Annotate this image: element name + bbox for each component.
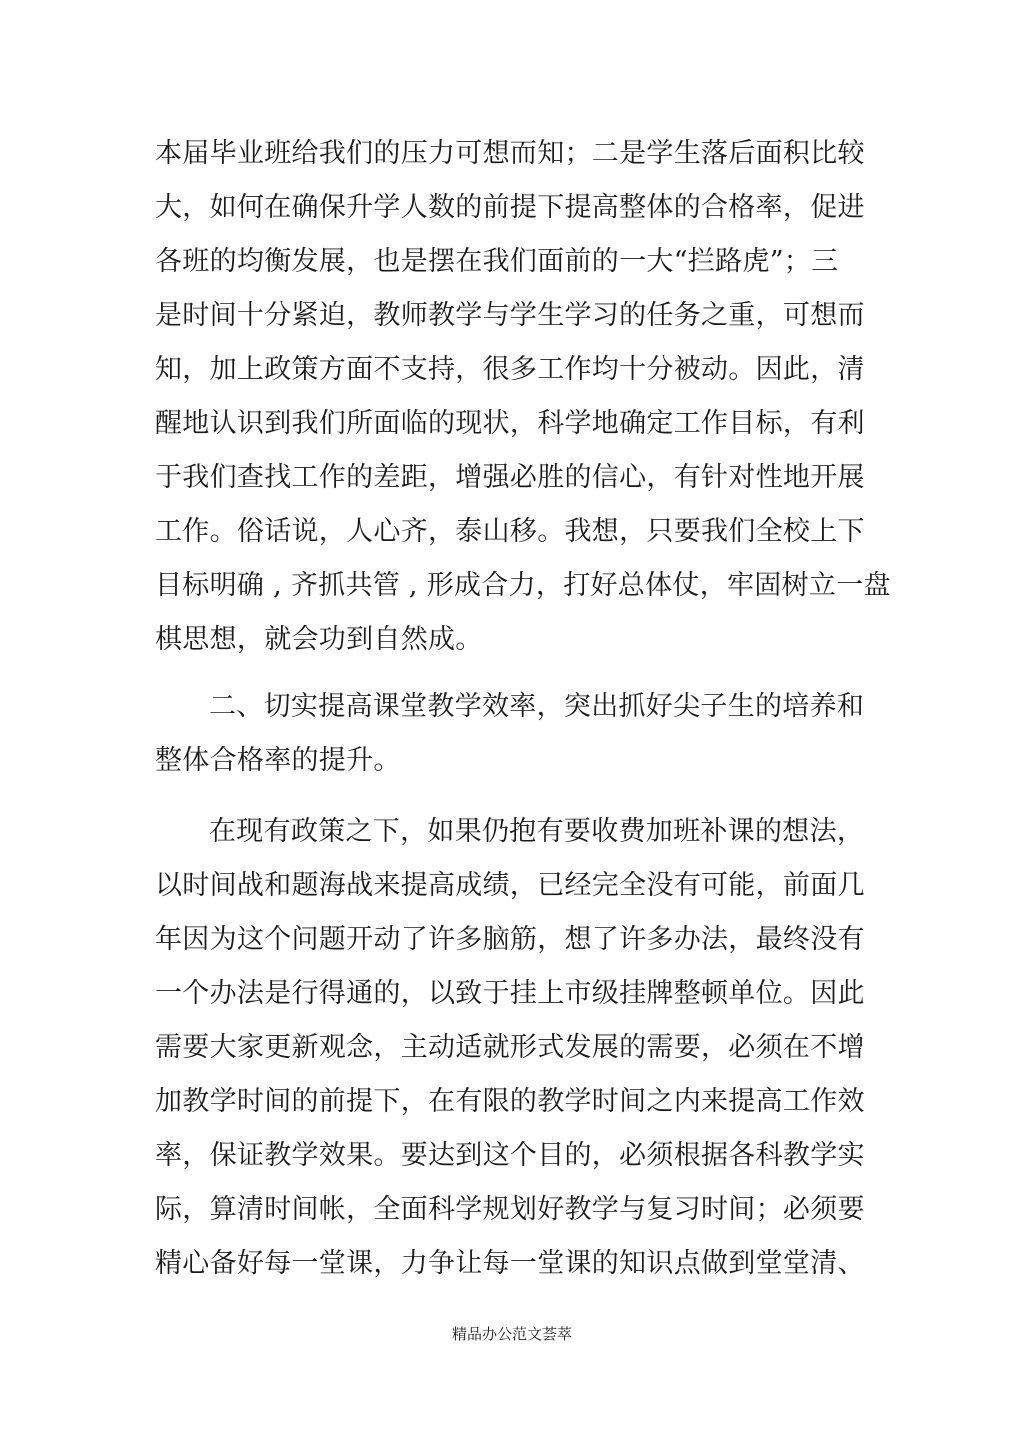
text-line: 本届毕业班给我们的压力可想而知；二是学生落后面积比较 — [155, 138, 865, 169]
text-line: 精心备好每一堂课，力争让每一堂课的知识点做到堂堂清、 — [155, 1248, 865, 1279]
text-line: 工作。俗话说，人心齐，泰山移。我想，只要我们全校上下 — [155, 516, 865, 547]
section-heading-paragraph — [155, 680, 875, 788]
text-line: 在现有政策之下，如果仍抱有要收费加班补课的想法， — [209, 816, 865, 847]
text-line: 是时间十分紧迫，教师教学与学生学习的任务之重，可想而 — [155, 300, 865, 331]
text-line: 一个办法是行得通的，以致于挂上市级挂牌整顿单位。因此 — [155, 978, 865, 1009]
text-line: 于我们查找工作的差距，增强必胜的信心，有针对性地开展 — [155, 462, 865, 493]
text-line: 知，加上政策方面不支持，很多工作均十分被动。因此，清 — [155, 354, 865, 385]
text-line: 大，如何在确保升学人数的前提下提高整体的合格率，促进 — [155, 192, 865, 223]
text-line: 际，算清时间帐，全面科学规划好教学与复习时间；必须要 — [155, 1194, 865, 1225]
paragraph-continuation — [155, 127, 891, 667]
text-line: 二、切实提高课堂教学效率，突出抓好尖子生的培养和 — [209, 691, 865, 722]
text-line: 年因为这个问题开动了许多脑筋，想了许多办法，最终没有 — [155, 924, 865, 955]
text-line: 整体合格率的提升。 — [155, 745, 401, 776]
text-line: 率，保证教学效果。要达到这个目的，必须根据各科教学实 — [155, 1140, 865, 1171]
text-line: 加教学时间的前提下，在有限的教学时间之内来提高工作效 — [155, 1086, 865, 1117]
page-footer: 精品办公范文荟萃 — [451, 1325, 572, 1343]
text-line: 需要大家更新观念，主动适就形式发展的需要，必须在不增 — [155, 1032, 865, 1063]
text-line: 棋思想，就会功到自然成。 — [155, 624, 483, 655]
text-line: 醒地认识到我们所面临的现状，科学地确定工作目标，有利 — [155, 408, 865, 439]
body-paragraph — [155, 805, 875, 1291]
text-line: 目标明确 , 齐抓共管 , 形成合力，打好总体仗，牢固树立一盘 — [155, 570, 891, 601]
text-line: 各班的均衡发展，也是摆在我们面前的一大“拦路虎”；三 — [155, 246, 839, 277]
text-line: 以时间战和题海战来提高成绩，已经完全没有可能，前面几 — [155, 870, 865, 901]
